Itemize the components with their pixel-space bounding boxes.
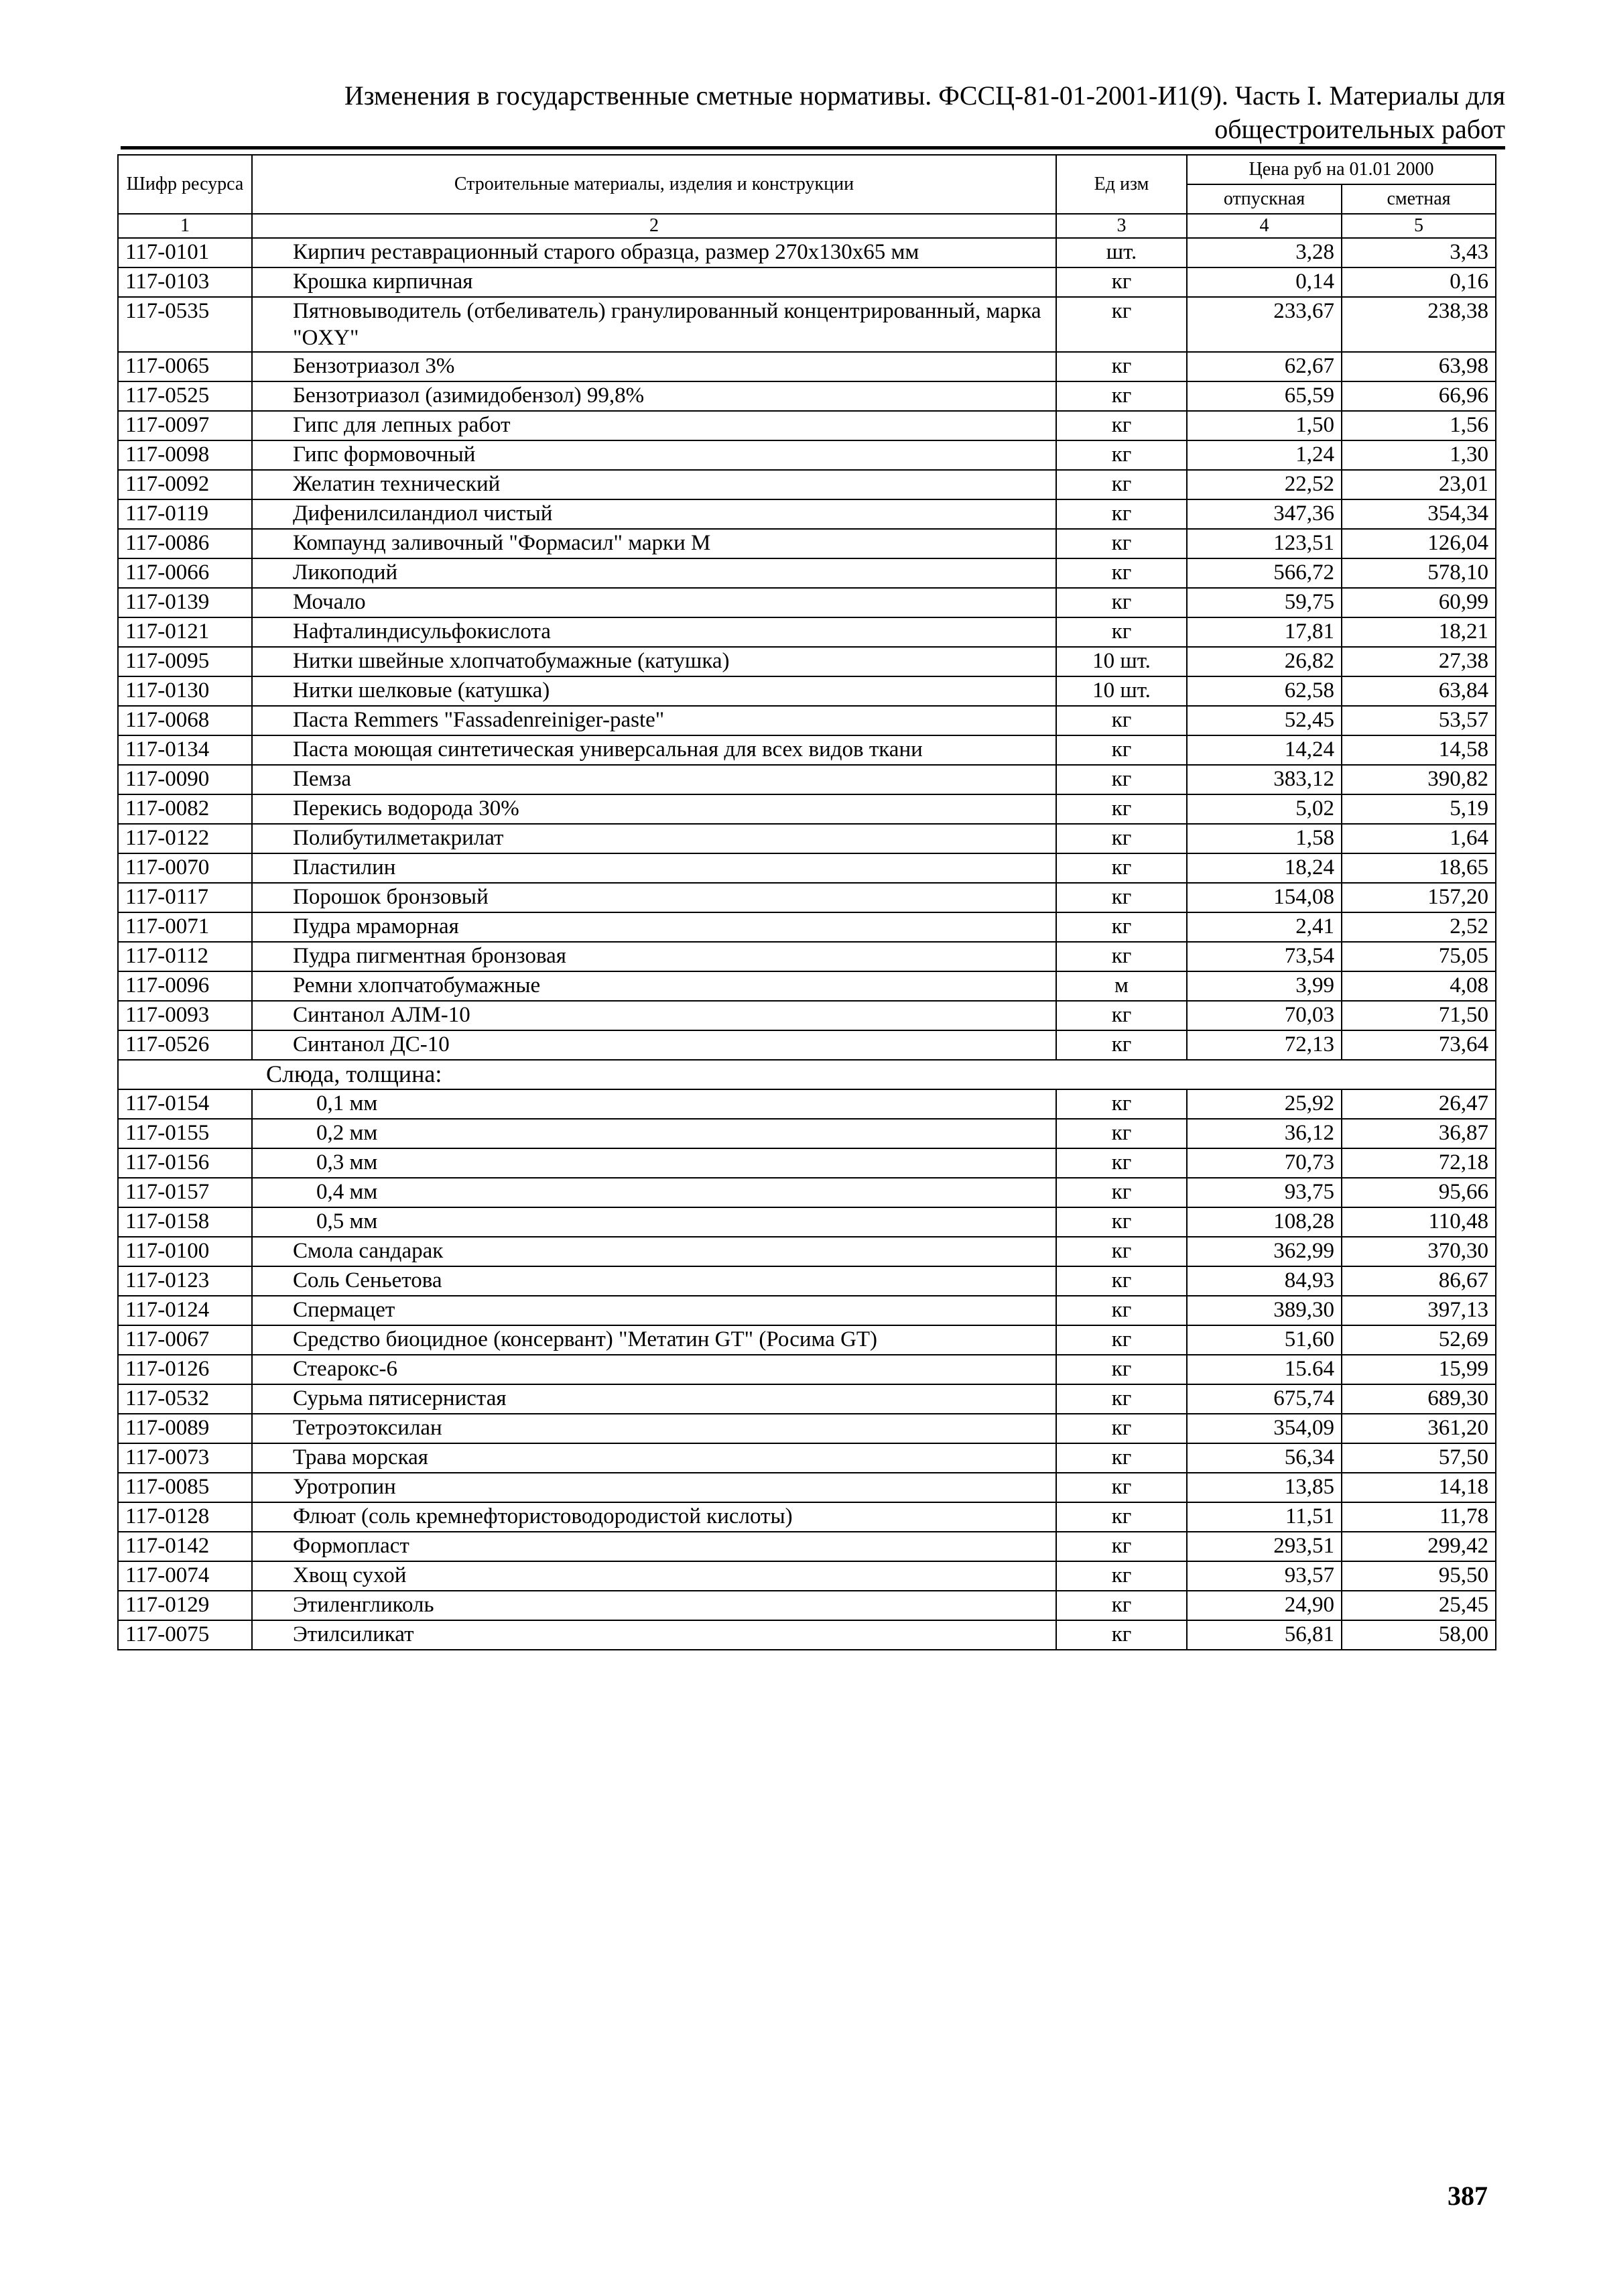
table-row xyxy=(118,942,1496,971)
wholesale-price: 566,72 xyxy=(1187,558,1342,588)
unit-cell: кг xyxy=(1056,735,1187,765)
unit-cell: кг xyxy=(1056,1325,1187,1355)
estimate-price: 18,21 xyxy=(1342,617,1496,647)
resource-code: 117-0070 xyxy=(118,853,252,883)
table-row xyxy=(118,1473,1496,1502)
wholesale-price: 84,93 xyxy=(1187,1266,1342,1296)
resource-code: 117-0122 xyxy=(118,824,252,853)
material-name: Компаунд заливочный "Формасил" марки М xyxy=(252,529,1056,558)
wholesale-price: 354,09 xyxy=(1187,1414,1342,1443)
wholesale-price: 26,82 xyxy=(1187,647,1342,676)
resource-code: 117-0089 xyxy=(118,1414,252,1443)
wholesale-price: 62,67 xyxy=(1187,352,1342,381)
wholesale-price: 52,45 xyxy=(1187,706,1342,735)
unit-cell: кг xyxy=(1056,352,1187,381)
resource-code: 117-0098 xyxy=(118,440,252,470)
material-name: Мочало xyxy=(252,588,1056,617)
unit-cell: кг xyxy=(1056,1089,1187,1119)
material-name: Смола сандарак xyxy=(252,1237,1056,1266)
resource-code: 117-0095 xyxy=(118,647,252,676)
wholesale-price: 56,34 xyxy=(1187,1443,1342,1473)
estimate-price: 58,00 xyxy=(1342,1620,1496,1650)
column-number: 4 xyxy=(1187,214,1342,238)
material-name: Паста Remmers "Fassadenreiniger-paste" xyxy=(252,706,1056,735)
resource-code: 117-0154 xyxy=(118,1089,252,1119)
wholesale-price: 18,24 xyxy=(1187,853,1342,883)
estimate-price: 73,64 xyxy=(1342,1030,1496,1060)
material-name: Спермацет xyxy=(252,1296,1056,1325)
unit-cell: кг xyxy=(1056,381,1187,411)
resource-code: 117-0097 xyxy=(118,411,252,440)
resource-code: 117-0073 xyxy=(118,1443,252,1473)
header-name: Строительные материалы, изделия и конструкции xyxy=(252,155,1056,214)
unit-cell: кг xyxy=(1056,617,1187,647)
resource-code: 117-0126 xyxy=(118,1355,252,1384)
material-name: 0,3 мм xyxy=(252,1148,1056,1178)
unit-cell: кг xyxy=(1056,297,1187,352)
resource-code: 117-0134 xyxy=(118,735,252,765)
unit-cell: кг xyxy=(1056,588,1187,617)
wholesale-price: 108,28 xyxy=(1187,1207,1342,1237)
estimate-price: 75,05 xyxy=(1342,942,1496,971)
estimate-price: 60,99 xyxy=(1342,588,1496,617)
resource-code: 117-0086 xyxy=(118,529,252,558)
material-name: Этилсиликат xyxy=(252,1620,1056,1650)
table-row xyxy=(118,1414,1496,1443)
material-name: Ремни хлопчатобумажные xyxy=(252,971,1056,1001)
resource-code: 117-0103 xyxy=(118,267,252,297)
table-header xyxy=(118,155,1496,214)
resource-code: 117-0068 xyxy=(118,706,252,735)
material-name: Перекись водорода 30% xyxy=(252,794,1056,824)
material-name: Ликоподий xyxy=(252,558,1056,588)
table-row xyxy=(118,381,1496,411)
resource-code: 117-0158 xyxy=(118,1207,252,1237)
table-row xyxy=(118,971,1496,1001)
estimate-price: 57,50 xyxy=(1342,1443,1496,1473)
unit-cell: кг xyxy=(1056,1296,1187,1325)
unit-cell: кг xyxy=(1056,794,1187,824)
resource-code: 117-0075 xyxy=(118,1620,252,1650)
material-name: 0,1 мм xyxy=(252,1089,1056,1119)
resource-code: 117-0130 xyxy=(118,676,252,706)
wholesale-price: 17,81 xyxy=(1187,617,1342,647)
unit-cell: кг xyxy=(1056,1561,1187,1591)
wholesale-price: 51,60 xyxy=(1187,1325,1342,1355)
wholesale-price: 25,92 xyxy=(1187,1089,1342,1119)
table-row xyxy=(118,706,1496,735)
wholesale-price: 1,50 xyxy=(1187,411,1342,440)
unit-cell: кг xyxy=(1056,1119,1187,1148)
wholesale-price: 93,75 xyxy=(1187,1178,1342,1207)
resource-code: 117-0525 xyxy=(118,381,252,411)
wholesale-price: 154,08 xyxy=(1187,883,1342,912)
wholesale-price: 65,59 xyxy=(1187,381,1342,411)
estimate-price: 63,98 xyxy=(1342,352,1496,381)
unit-cell: кг xyxy=(1056,1355,1187,1384)
wholesale-price: 59,75 xyxy=(1187,588,1342,617)
resource-code: 117-0066 xyxy=(118,558,252,588)
material-name: Пудра пигментная бронзовая xyxy=(252,942,1056,971)
wholesale-price: 11,51 xyxy=(1187,1502,1342,1532)
estimate-price: 110,48 xyxy=(1342,1207,1496,1237)
table-row xyxy=(118,824,1496,853)
header-estimate: сметная xyxy=(1342,184,1496,214)
header-wholesale: отпускная xyxy=(1187,184,1342,214)
wholesale-price: 0,14 xyxy=(1187,267,1342,297)
resource-code: 117-0085 xyxy=(118,1473,252,1502)
wholesale-price: 123,51 xyxy=(1187,529,1342,558)
material-name: Порошок бронзовый xyxy=(252,883,1056,912)
resource-code: 117-0123 xyxy=(118,1266,252,1296)
material-name: Пемза xyxy=(252,765,1056,794)
table-row xyxy=(118,558,1496,588)
material-name: Паста моющая синтетическая универсальная для всех видов ткани xyxy=(252,735,1056,765)
material-name: Синтанол ДС-10 xyxy=(252,1030,1056,1060)
wholesale-price: 36,12 xyxy=(1187,1119,1342,1148)
resource-code: 117-0074 xyxy=(118,1561,252,1591)
wholesale-price: 72,13 xyxy=(1187,1030,1342,1060)
estimate-price: 86,67 xyxy=(1342,1266,1496,1296)
estimate-price: 238,38 xyxy=(1342,297,1496,352)
resource-code: 117-0065 xyxy=(118,352,252,381)
resource-code: 117-0119 xyxy=(118,499,252,529)
material-name: Стеарокс-6 xyxy=(252,1355,1056,1384)
wholesale-price: 24,90 xyxy=(1187,1591,1342,1620)
estimate-price: 390,82 xyxy=(1342,765,1496,794)
section-row xyxy=(118,1060,1496,1089)
wholesale-price: 383,12 xyxy=(1187,765,1342,794)
material-name: 0,5 мм xyxy=(252,1207,1056,1237)
resource-code: 117-0124 xyxy=(118,1296,252,1325)
resource-code: 117-0101 xyxy=(118,238,252,267)
table-row xyxy=(118,617,1496,647)
table-row xyxy=(118,1620,1496,1650)
material-name: Формопласт xyxy=(252,1532,1056,1561)
table-row xyxy=(118,1148,1496,1178)
estimate-price: 66,96 xyxy=(1342,381,1496,411)
wholesale-price: 1,58 xyxy=(1187,824,1342,853)
table-row xyxy=(118,1119,1496,1148)
material-name: 0,4 мм xyxy=(252,1178,1056,1207)
estimate-price: 27,38 xyxy=(1342,647,1496,676)
estimate-price: 52,69 xyxy=(1342,1325,1496,1355)
material-name: Пластилин xyxy=(252,853,1056,883)
wholesale-price: 1,24 xyxy=(1187,440,1342,470)
table-row xyxy=(118,1237,1496,1266)
header-line-1: Изменения в государственные сметные нормативы. ФССЦ-81-01-2001-И1(9). Часть I. Материалы для xyxy=(344,80,1505,111)
estimate-price: 72,18 xyxy=(1342,1148,1496,1178)
table-row xyxy=(118,735,1496,765)
unit-cell: кг xyxy=(1056,1414,1187,1443)
unit-cell: кг xyxy=(1056,1532,1187,1561)
resource-code: 117-0112 xyxy=(118,942,252,971)
unit-cell: кг xyxy=(1056,912,1187,942)
material-name: Сурьма пятисернистая xyxy=(252,1384,1056,1414)
material-name: Пятновыводитель (отбеливатель) гранулированный концентрированный, марка "OXY" xyxy=(252,297,1056,352)
header-rule xyxy=(121,146,1505,149)
unit-cell: кг xyxy=(1056,1591,1187,1620)
material-name: Нитки шелковые (катушка) xyxy=(252,676,1056,706)
estimate-price: 1,56 xyxy=(1342,411,1496,440)
column-numbers-row xyxy=(118,214,1496,238)
wholesale-price: 70,73 xyxy=(1187,1148,1342,1178)
material-name: Трава морская xyxy=(252,1443,1056,1473)
estimate-price: 1,30 xyxy=(1342,440,1496,470)
estimate-price: 361,20 xyxy=(1342,1414,1496,1443)
resource-code: 117-0092 xyxy=(118,470,252,499)
unit-cell: кг xyxy=(1056,440,1187,470)
unit-cell: кг xyxy=(1056,1443,1187,1473)
wholesale-price: 233,67 xyxy=(1187,297,1342,352)
wholesale-price: 13,85 xyxy=(1187,1473,1342,1502)
estimate-price: 4,08 xyxy=(1342,971,1496,1001)
resource-code: 117-0156 xyxy=(118,1148,252,1178)
resource-code: 117-0067 xyxy=(118,1325,252,1355)
table-row xyxy=(118,1178,1496,1207)
wholesale-price: 3,99 xyxy=(1187,971,1342,1001)
wholesale-price: 15.64 xyxy=(1187,1355,1342,1384)
estimate-price: 3,43 xyxy=(1342,238,1496,267)
table-row xyxy=(118,297,1496,352)
table-row xyxy=(118,1207,1496,1237)
resource-code: 117-0128 xyxy=(118,1502,252,1532)
material-name: Дифенилсиландиол чистый xyxy=(252,499,1056,529)
table-row xyxy=(118,1030,1496,1060)
estimate-price: 126,04 xyxy=(1342,529,1496,558)
material-name: Тетроэтоксилан xyxy=(252,1414,1056,1443)
table-row xyxy=(118,794,1496,824)
page-header xyxy=(121,79,1505,146)
material-name: Нафталиндисульфокислота xyxy=(252,617,1056,647)
estimate-price: 1,64 xyxy=(1342,824,1496,853)
material-name: Средство биоцидное (консервант) "Метатин GT" (Росима GT) xyxy=(252,1325,1056,1355)
table-row xyxy=(118,1296,1496,1325)
unit-cell: кг xyxy=(1056,942,1187,971)
unit-cell: шт. xyxy=(1056,238,1187,267)
resource-code: 117-0526 xyxy=(118,1030,252,1060)
wholesale-price: 389,30 xyxy=(1187,1296,1342,1325)
wholesale-price: 3,28 xyxy=(1187,238,1342,267)
material-name: Кирпич реставрационный старого образца, размер 270х130х65 мм xyxy=(252,238,1056,267)
table-row xyxy=(118,352,1496,381)
unit-cell: кг xyxy=(1056,706,1187,735)
table-row xyxy=(118,588,1496,617)
resource-code: 117-0155 xyxy=(118,1119,252,1148)
resource-code: 117-0142 xyxy=(118,1532,252,1561)
table-row xyxy=(118,1532,1496,1561)
estimate-price: 36,87 xyxy=(1342,1119,1496,1148)
unit-cell: кг xyxy=(1056,853,1187,883)
estimate-price: 14,18 xyxy=(1342,1473,1496,1502)
estimate-price: 63,84 xyxy=(1342,676,1496,706)
estimate-price: 354,34 xyxy=(1342,499,1496,529)
table-row xyxy=(118,238,1496,267)
estimate-price: 11,78 xyxy=(1342,1502,1496,1532)
header-line-2: общестроительных работ xyxy=(1214,114,1505,144)
material-name: Хвощ сухой xyxy=(252,1561,1056,1591)
column-number: 1 xyxy=(118,214,252,238)
material-name: Пудра мраморная xyxy=(252,912,1056,942)
estimate-price: 26,47 xyxy=(1342,1089,1496,1119)
wholesale-price: 73,54 xyxy=(1187,942,1342,971)
table-row xyxy=(118,853,1496,883)
unit-cell: кг xyxy=(1056,267,1187,297)
material-name: Полибутилметакрилат xyxy=(252,824,1056,853)
unit-cell: 10 шт. xyxy=(1056,676,1187,706)
table-row xyxy=(118,499,1496,529)
header-price: Цена руб на 01.01 2000 xyxy=(1187,155,1496,184)
unit-cell: кг xyxy=(1056,411,1187,440)
table-row xyxy=(118,912,1496,942)
estimate-price: 397,13 xyxy=(1342,1296,1496,1325)
table-row xyxy=(118,1089,1496,1119)
material-name: Бензотриазол (азимидобензол) 99,8% xyxy=(252,381,1056,411)
estimate-price: 95,50 xyxy=(1342,1561,1496,1591)
estimate-price: 25,45 xyxy=(1342,1591,1496,1620)
unit-cell: кг xyxy=(1056,824,1187,853)
estimate-price: 0,16 xyxy=(1342,267,1496,297)
estimate-price: 95,66 xyxy=(1342,1178,1496,1207)
unit-cell: кг xyxy=(1056,1178,1187,1207)
table-row xyxy=(118,267,1496,297)
material-name: Бензотриазол 3% xyxy=(252,352,1056,381)
column-number: 3 xyxy=(1056,214,1187,238)
table-row xyxy=(118,1266,1496,1296)
wholesale-price: 362,99 xyxy=(1187,1237,1342,1266)
table-row xyxy=(118,883,1496,912)
estimate-price: 15,99 xyxy=(1342,1355,1496,1384)
unit-cell: 10 шт. xyxy=(1056,647,1187,676)
material-name: Этиленгликоль xyxy=(252,1591,1056,1620)
table-row xyxy=(118,676,1496,706)
unit-cell: кг xyxy=(1056,1237,1187,1266)
wholesale-price: 2,41 xyxy=(1187,912,1342,942)
table-row xyxy=(118,1502,1496,1532)
estimate-price: 71,50 xyxy=(1342,1001,1496,1030)
column-number: 5 xyxy=(1342,214,1496,238)
wholesale-price: 62,58 xyxy=(1187,676,1342,706)
estimate-price: 18,65 xyxy=(1342,853,1496,883)
estimate-price: 14,58 xyxy=(1342,735,1496,765)
table-row xyxy=(118,440,1496,470)
header-unit: Ед изм xyxy=(1056,155,1187,214)
table-row xyxy=(118,529,1496,558)
material-name: Желатин технический xyxy=(252,470,1056,499)
unit-cell: кг xyxy=(1056,1473,1187,1502)
unit-cell: кг xyxy=(1056,1148,1187,1178)
resource-code: 117-0071 xyxy=(118,912,252,942)
wholesale-price: 14,24 xyxy=(1187,735,1342,765)
wholesale-price: 5,02 xyxy=(1187,794,1342,824)
table-body xyxy=(118,214,1496,1650)
material-name: Флюат (соль кремнефтористоводородистой кислоты) xyxy=(252,1502,1056,1532)
unit-cell: кг xyxy=(1056,529,1187,558)
materials-table xyxy=(117,154,1496,1650)
header-code: Шифр ресурса xyxy=(118,155,252,214)
estimate-price: 578,10 xyxy=(1342,558,1496,588)
wholesale-price: 22,52 xyxy=(1187,470,1342,499)
resource-code: 117-0157 xyxy=(118,1178,252,1207)
resource-code: 117-0129 xyxy=(118,1591,252,1620)
material-name: Уротропин xyxy=(252,1473,1056,1502)
estimate-price: 689,30 xyxy=(1342,1384,1496,1414)
table-row xyxy=(118,411,1496,440)
estimate-price: 299,42 xyxy=(1342,1532,1496,1561)
unit-cell: кг xyxy=(1056,1502,1187,1532)
unit-cell: кг xyxy=(1056,558,1187,588)
material-name: Гипс для лепных работ xyxy=(252,411,1056,440)
table-row xyxy=(118,1561,1496,1591)
table-row xyxy=(118,1443,1496,1473)
unit-cell: кг xyxy=(1056,1266,1187,1296)
page-number: 387 xyxy=(1448,2181,1488,2211)
table-row xyxy=(118,1384,1496,1414)
resource-code: 117-0139 xyxy=(118,588,252,617)
resource-code: 117-0082 xyxy=(118,794,252,824)
unit-cell: кг xyxy=(1056,1001,1187,1030)
material-name: Синтанол АЛМ-10 xyxy=(252,1001,1056,1030)
unit-cell: м xyxy=(1056,971,1187,1001)
material-name: Гипс формовочный xyxy=(252,440,1056,470)
material-name: Нитки швейные хлопчатобумажные (катушка) xyxy=(252,647,1056,676)
unit-cell: кг xyxy=(1056,499,1187,529)
material-name: Соль Сеньетова xyxy=(252,1266,1056,1296)
unit-cell: кг xyxy=(1056,883,1187,912)
unit-cell: кг xyxy=(1056,765,1187,794)
table-row xyxy=(118,1325,1496,1355)
unit-cell: кг xyxy=(1056,470,1187,499)
table-row xyxy=(118,765,1496,794)
wholesale-price: 293,51 xyxy=(1187,1532,1342,1561)
resource-code: 117-0100 xyxy=(118,1237,252,1266)
unit-cell: кг xyxy=(1056,1384,1187,1414)
estimate-price: 2,52 xyxy=(1342,912,1496,942)
table-row xyxy=(118,647,1496,676)
resource-code: 117-0117 xyxy=(118,883,252,912)
table-row xyxy=(118,1591,1496,1620)
wholesale-price: 347,36 xyxy=(1187,499,1342,529)
wholesale-price: 675,74 xyxy=(1187,1384,1342,1414)
wholesale-price: 93,57 xyxy=(1187,1561,1342,1591)
resource-code: 117-0093 xyxy=(118,1001,252,1030)
resource-code: 117-0535 xyxy=(118,297,252,352)
material-name: Крошка кирпичная xyxy=(252,267,1056,297)
table-row xyxy=(118,1355,1496,1384)
unit-cell: кг xyxy=(1056,1620,1187,1650)
estimate-price: 23,01 xyxy=(1342,470,1496,499)
estimate-price: 53,57 xyxy=(1342,706,1496,735)
resource-code: 117-0096 xyxy=(118,971,252,1001)
table-row xyxy=(118,470,1496,499)
unit-cell: кг xyxy=(1056,1030,1187,1060)
wholesale-price: 56,81 xyxy=(1187,1620,1342,1650)
column-number: 2 xyxy=(252,214,1056,238)
estimate-price: 5,19 xyxy=(1342,794,1496,824)
resource-code: 117-0090 xyxy=(118,765,252,794)
estimate-price: 157,20 xyxy=(1342,883,1496,912)
estimate-price: 370,30 xyxy=(1342,1237,1496,1266)
resource-code: 117-0121 xyxy=(118,617,252,647)
table-row xyxy=(118,1001,1496,1030)
wholesale-price: 70,03 xyxy=(1187,1001,1342,1030)
section-title: Слюда, толщина: xyxy=(118,1060,1496,1089)
material-name: 0,2 мм xyxy=(252,1119,1056,1148)
resource-code: 117-0532 xyxy=(118,1384,252,1414)
unit-cell: кг xyxy=(1056,1207,1187,1237)
